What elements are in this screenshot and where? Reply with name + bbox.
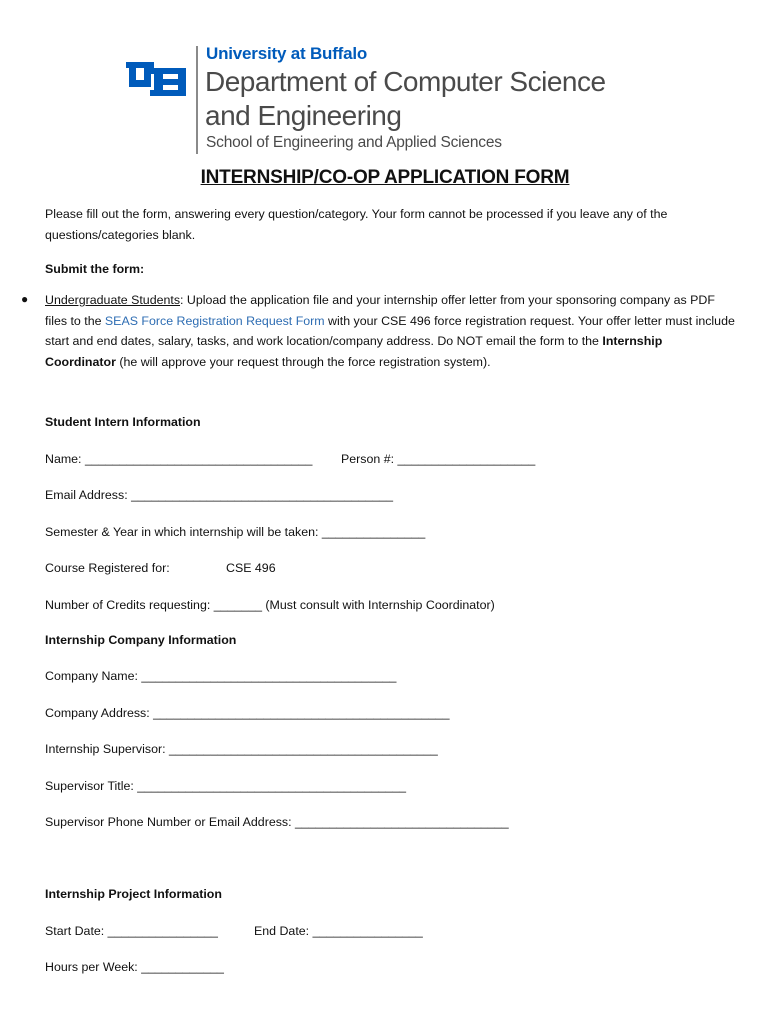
instructions-text-b: with your CSE 496 force registration request. Your offer letter must include start and end dates, salary, tasks, and work location/company address. Do NOT email the form to the <box>45 313 735 348</box>
supervisor-contact-field[interactable]: _______________________________ <box>295 815 509 829</box>
course-label: Course Registered for: <box>45 561 170 575</box>
hours-field[interactable]: ____________ <box>141 960 224 974</box>
course-value: CSE 496 <box>226 561 276 575</box>
semester-label: Semester & Year in which internship will be taken: <box>45 525 322 539</box>
supervisor-title-field[interactable]: _______________________________________ <box>137 779 407 793</box>
supervisor-contact-label: Supervisor Phone Number or Email Address: <box>45 815 295 829</box>
department-name-line2: and Engineering <box>205 100 402 131</box>
semester-field[interactable]: _______________ <box>321 525 426 539</box>
hours-label: Hours per Week: <box>45 960 142 974</box>
email-row <box>45 485 393 506</box>
company-section-heading: Internship Company Information <box>45 633 237 647</box>
company-address-field[interactable]: ___________________________________________ <box>153 706 450 720</box>
department-name-line1: Department of Computer Science <box>205 66 606 97</box>
supervisor-title-row <box>45 776 406 797</box>
supervisor-contact-row <box>45 812 509 833</box>
name-label: Name: <box>45 452 85 466</box>
start-date-field[interactable]: ________________ <box>107 924 218 938</box>
supervisor-label: Internship Supervisor: <box>45 742 169 756</box>
header-divider <box>196 46 198 154</box>
end-date-field[interactable]: ________________ <box>312 924 423 938</box>
credits-note: (Must consult with Internship Coordinator) <box>261 598 495 612</box>
instructions-text-a: : Upload the application file and your internship offer letter from your sponsoring company as PDF files to the <box>45 293 715 328</box>
student-section-heading: Student Intern Information <box>45 415 201 429</box>
name-field[interactable]: _________________________________ <box>84 452 313 466</box>
submission-instructions <box>45 290 735 372</box>
ub-logo-icon <box>126 60 188 98</box>
undergrad-label: Undergraduate Students <box>45 293 181 307</box>
coordinator-label: Internship Coordinator <box>45 334 663 369</box>
end-date-label: End Date: <box>254 924 313 938</box>
submit-heading: Submit the form: <box>45 262 145 276</box>
university-name: University at Buffalo <box>206 44 368 63</box>
name-row <box>45 449 312 470</box>
course-row <box>45 558 170 579</box>
intro-text: Please fill out the form, answering every question/category. Your form cannot be processed if you leave any of the questions/categories blank. <box>45 207 668 242</box>
start-date-row <box>45 921 218 942</box>
hours-row <box>45 957 224 978</box>
project-section-heading: Internship Project Information <box>45 887 222 901</box>
credits-field[interactable]: _______ <box>213 598 262 612</box>
form-title: INTERNSHIP/CO-OP APPLICATION FORM <box>200 167 570 188</box>
supervisor-row <box>45 739 438 760</box>
semester-row <box>45 522 425 543</box>
person-number-field[interactable]: ____________________ <box>397 452 536 466</box>
supervisor-field[interactable]: _______________________________________ <box>168 742 438 756</box>
company-name-field[interactable]: _____________________________________ <box>141 669 397 683</box>
credits-label: Number of Credits requesting: <box>45 598 214 612</box>
end-date-row <box>254 921 423 942</box>
person-number-label: Person #: <box>341 452 398 466</box>
email-label: Email Address: <box>45 488 132 502</box>
email-field[interactable]: ______________________________________ <box>131 488 393 502</box>
bullet-icon: ● <box>21 292 29 306</box>
company-address-label: Company Address: <box>45 706 154 720</box>
force-registration-link[interactable]: SEAS Force Registration Request Form <box>104 313 325 328</box>
school-name: School of Engineering and Applied Sciences <box>206 134 502 151</box>
credits-row <box>45 595 495 616</box>
company-name-row <box>45 666 396 687</box>
supervisor-title-label: Supervisor Title: <box>45 779 138 793</box>
person-number-row <box>341 449 535 470</box>
company-address-row <box>45 703 449 724</box>
instructions-text-c: (he will approve your request through the force registration system). <box>115 354 491 369</box>
start-date-label: Start Date: <box>45 924 108 938</box>
company-name-label: Company Name: <box>45 669 142 683</box>
